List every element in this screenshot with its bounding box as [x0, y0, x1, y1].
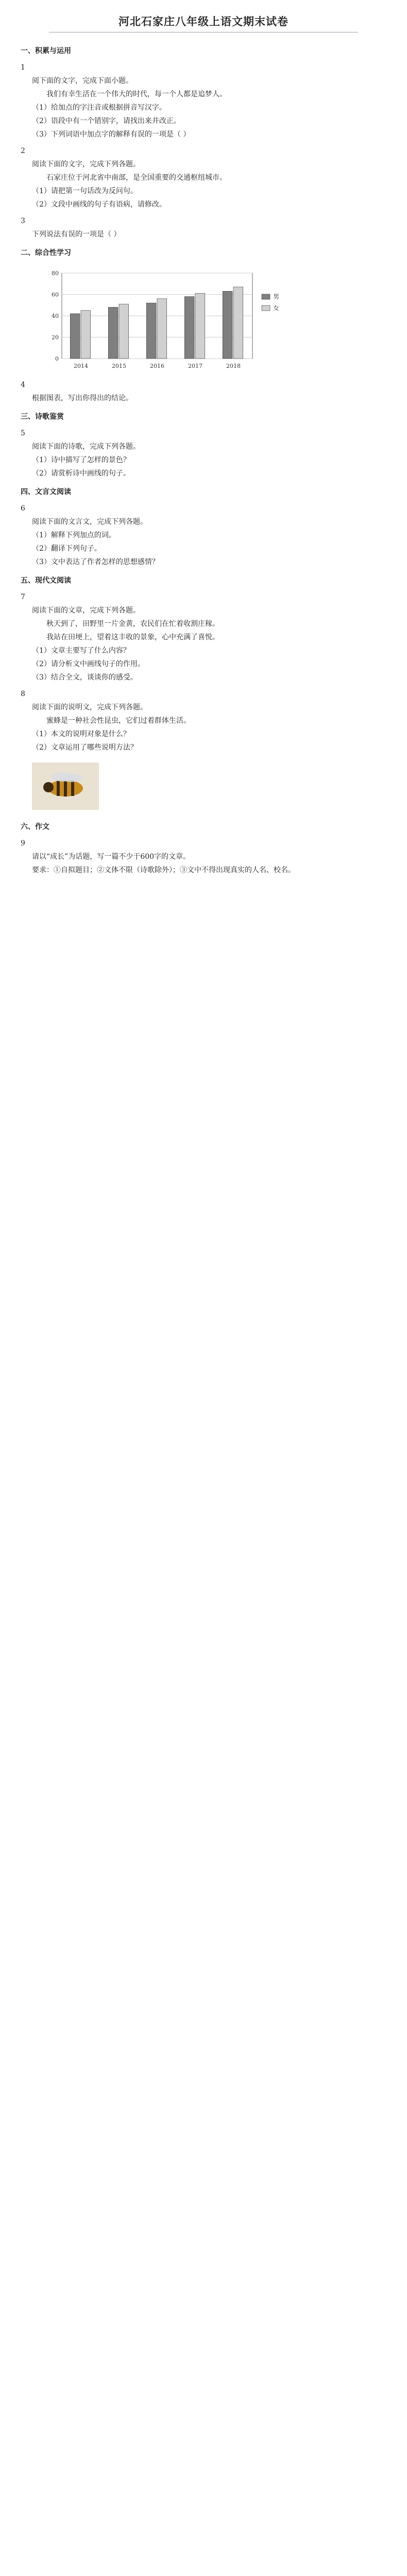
bar: [223, 291, 232, 359]
question-number: 8: [21, 690, 25, 698]
sub-question: （1）诗中描写了怎样的景色？: [32, 456, 130, 464]
x-tick-label: 2018: [226, 363, 241, 369]
section-heading: 一、积累与运用: [21, 47, 71, 55]
question-number: 1: [21, 63, 25, 72]
sub-question: （3）文中表达了作者怎样的思想感情？: [32, 558, 159, 566]
sub-question: （2）文章运用了哪些说明方法？: [32, 743, 138, 752]
sub-question: （1）本文的说明对象是什么？: [32, 730, 130, 738]
question-stem: 阅读下面的诗歌，完成下列各题。: [32, 443, 140, 451]
question-stem: 阅读下面的文字，完成下列各题。: [32, 160, 140, 168]
x-tick-label: 2014: [74, 363, 88, 369]
bar: [81, 311, 91, 359]
sub-question: （2）请分析文中画线句子的作用。: [32, 660, 145, 668]
y-tick-label: 0: [55, 355, 59, 362]
bar: [70, 314, 80, 359]
question-number: 4: [21, 381, 25, 389]
question-stem: 阅读下面的说明文，完成下列各题。: [32, 703, 147, 711]
question-stem: 请以“成长”为话题，写一篇不少于600字的文章。: [32, 853, 191, 861]
bar: [233, 287, 243, 359]
question-number: 7: [21, 593, 25, 601]
sub-question: （2）翻译下列句子。: [32, 545, 101, 553]
question-passage: 秋天到了，田野里一片金黄，农民们在忙着收割庄稼。: [46, 620, 219, 628]
bar-chart: [41, 266, 309, 374]
question-stem: 根据图表，写出你得出的结论。: [32, 394, 133, 402]
bar: [157, 299, 167, 359]
sub-question: （3）下列词语中加点字的解释有误的一项是（ ）: [32, 130, 191, 139]
insect-photo: [32, 762, 99, 810]
question-passage: 石家庄位于河北省中南部，是全国重要的交通枢纽城市。: [46, 174, 227, 182]
bar: [195, 293, 205, 359]
question-stem: 阅读下面的文章，完成下列各题。: [32, 606, 140, 615]
section-heading: 五、现代文阅读: [21, 577, 71, 585]
sub-question: （3）结合全文，谈谈你的感受。: [32, 673, 138, 682]
exam-content: [21, 39, 386, 877]
writing-requirements: 要求：①自拟题目；②文体不限（诗歌除外）；③文中不得出现真实的人名、校名。: [32, 866, 295, 874]
y-tick-label: 60: [52, 291, 59, 298]
bee-icon: [32, 762, 99, 810]
x-tick-label: 2015: [112, 363, 126, 369]
question-number: 3: [21, 217, 25, 225]
x-tick-label: 2016: [150, 363, 164, 369]
question-passage: 蜜蜂是一种社会性昆虫，它们过着群体生活。: [46, 717, 191, 725]
bar-chart-svg: [41, 266, 309, 374]
legend-label: 女: [273, 304, 280, 312]
question-number: 6: [21, 504, 25, 513]
y-tick-label: 20: [52, 334, 59, 341]
sub-question: （2）文段中画线的句子有语病，请修改。: [32, 200, 166, 209]
y-tick-label: 80: [52, 270, 59, 277]
question-number: 9: [21, 839, 25, 848]
bar: [108, 307, 118, 359]
sub-question: （1）文章主要写了什么内容？: [32, 647, 130, 655]
legend-swatch: [262, 294, 270, 299]
y-tick-label: 40: [52, 313, 59, 319]
bar: [184, 297, 194, 359]
question-stem: 阅读下面的文言文，完成下列各题。: [32, 518, 147, 526]
bar: [119, 304, 129, 359]
section-heading: 六、作文: [21, 823, 49, 831]
sub-question: （1）给加点的字注音或根据拼音写汉字。: [32, 104, 166, 112]
section-heading: 三、诗歌鉴赏: [21, 413, 64, 421]
legend-swatch: [262, 306, 270, 311]
bar: [146, 303, 156, 359]
question-passage: 我们有幸生活在一个伟大的时代，每一个人都是追梦人。: [46, 90, 227, 98]
sub-question: （1）解释下列加点的词。: [32, 531, 116, 539]
question-stem: 下列说法有误的一项是（ ）: [32, 230, 121, 239]
question-passage: 我站在田埂上，望着这丰收的景象，心中充满了喜悦。: [46, 633, 219, 641]
page-title: 河北石家庄八年级上语文期末试卷: [118, 15, 289, 28]
sub-question: （2）请赏析诗中画线的句子。: [32, 469, 130, 478]
sub-question: （1）请把第一句话改为反问句。: [32, 187, 138, 195]
sub-question: （2）语段中有一个错别字，请找出来并改正。: [32, 117, 181, 125]
x-tick-label: 2017: [188, 363, 202, 369]
section-heading: 四、文言文阅读: [21, 488, 71, 496]
question-number: 5: [21, 429, 25, 437]
legend-label: 男: [273, 293, 280, 300]
question-stem: 阅下面的文字，完成下面小题。: [32, 77, 133, 85]
section-heading: 二、综合性学习: [21, 249, 71, 257]
question-number: 2: [21, 147, 25, 155]
